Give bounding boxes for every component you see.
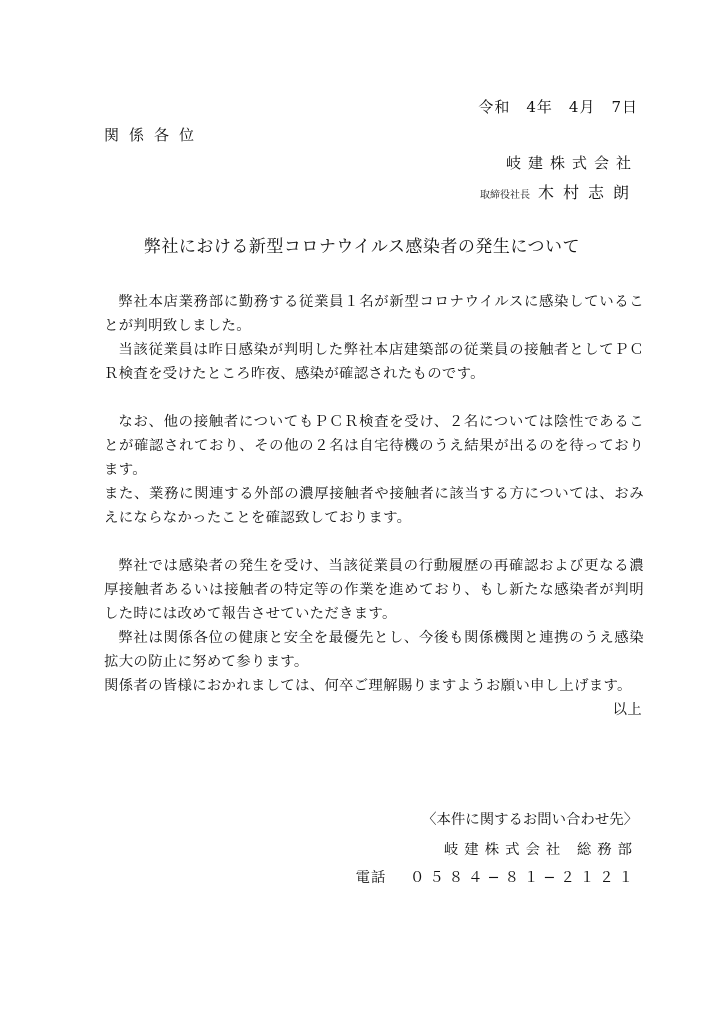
paragraph-1: 弊社本店業務部に勤務する従業員１名が新型コロナウイルスに感染していることが判明致しました。	[104, 294, 644, 334]
signer	[480, 180, 638, 203]
signer-title: 取締役社長	[479, 190, 530, 201]
phone-number: ０５８４−８１−２１２１	[409, 870, 638, 886]
date: 令和 4年 4月 7日	[478, 98, 638, 116]
contact-header: 〈本件に関するお問い合わせ先〉	[422, 812, 638, 828]
company-name: 岐建株式会社	[505, 154, 638, 172]
paragraph-3: なお、他の接触者についてもＰＣＲ検査を受け、２名については陰性であることが確認されており、その他の２名は自宅待機のうえ結果が出るのを待っております。	[104, 414, 644, 478]
paragraph-6: 弊社は関係各位の健康と安全を最優先とし、今後も関係機関と連携のうえ感染拡大の防止に努めて参ります。	[104, 630, 644, 670]
contact-phone	[356, 866, 638, 887]
phone-label: 電話	[355, 870, 387, 886]
document-body	[104, 290, 644, 722]
document-title: 弊社における新型コロナウイルス感染者の発生について	[143, 237, 581, 257]
paragraph-gap	[104, 530, 644, 554]
paragraph-5: 弊社では感染者の発生を受け、当該従業員の行動履歴の再確認および更なる濃厚接触者あるいは接触者の特定等の作業を進めており、もし新たな感染者が判明した時には改めて報告させていただきます。	[104, 558, 644, 622]
paragraph-4: また、業務に関連する外部の濃厚接触者や接触者に該当する方については、おみえにならなかったことを確認致しております。	[104, 486, 644, 526]
paragraph-2: 当該従業員は昨日感染が判明した弊社本店建築部の従業員の接触者としてＰＣＲ検査を受けたところ昨夜、感染が確認されたものです。	[104, 342, 644, 382]
paragraph-gap	[104, 386, 644, 410]
signer-name: 木村志朗	[537, 183, 638, 202]
paragraph-7: 関係者の皆様におかれましては、何卒ご理解賜りますようお願い申し上げます。	[104, 678, 632, 694]
closing: 以上	[612, 702, 642, 718]
contact-department: 岐建株式会社 総務部	[443, 842, 638, 858]
addressee: 関係各位	[104, 126, 205, 144]
